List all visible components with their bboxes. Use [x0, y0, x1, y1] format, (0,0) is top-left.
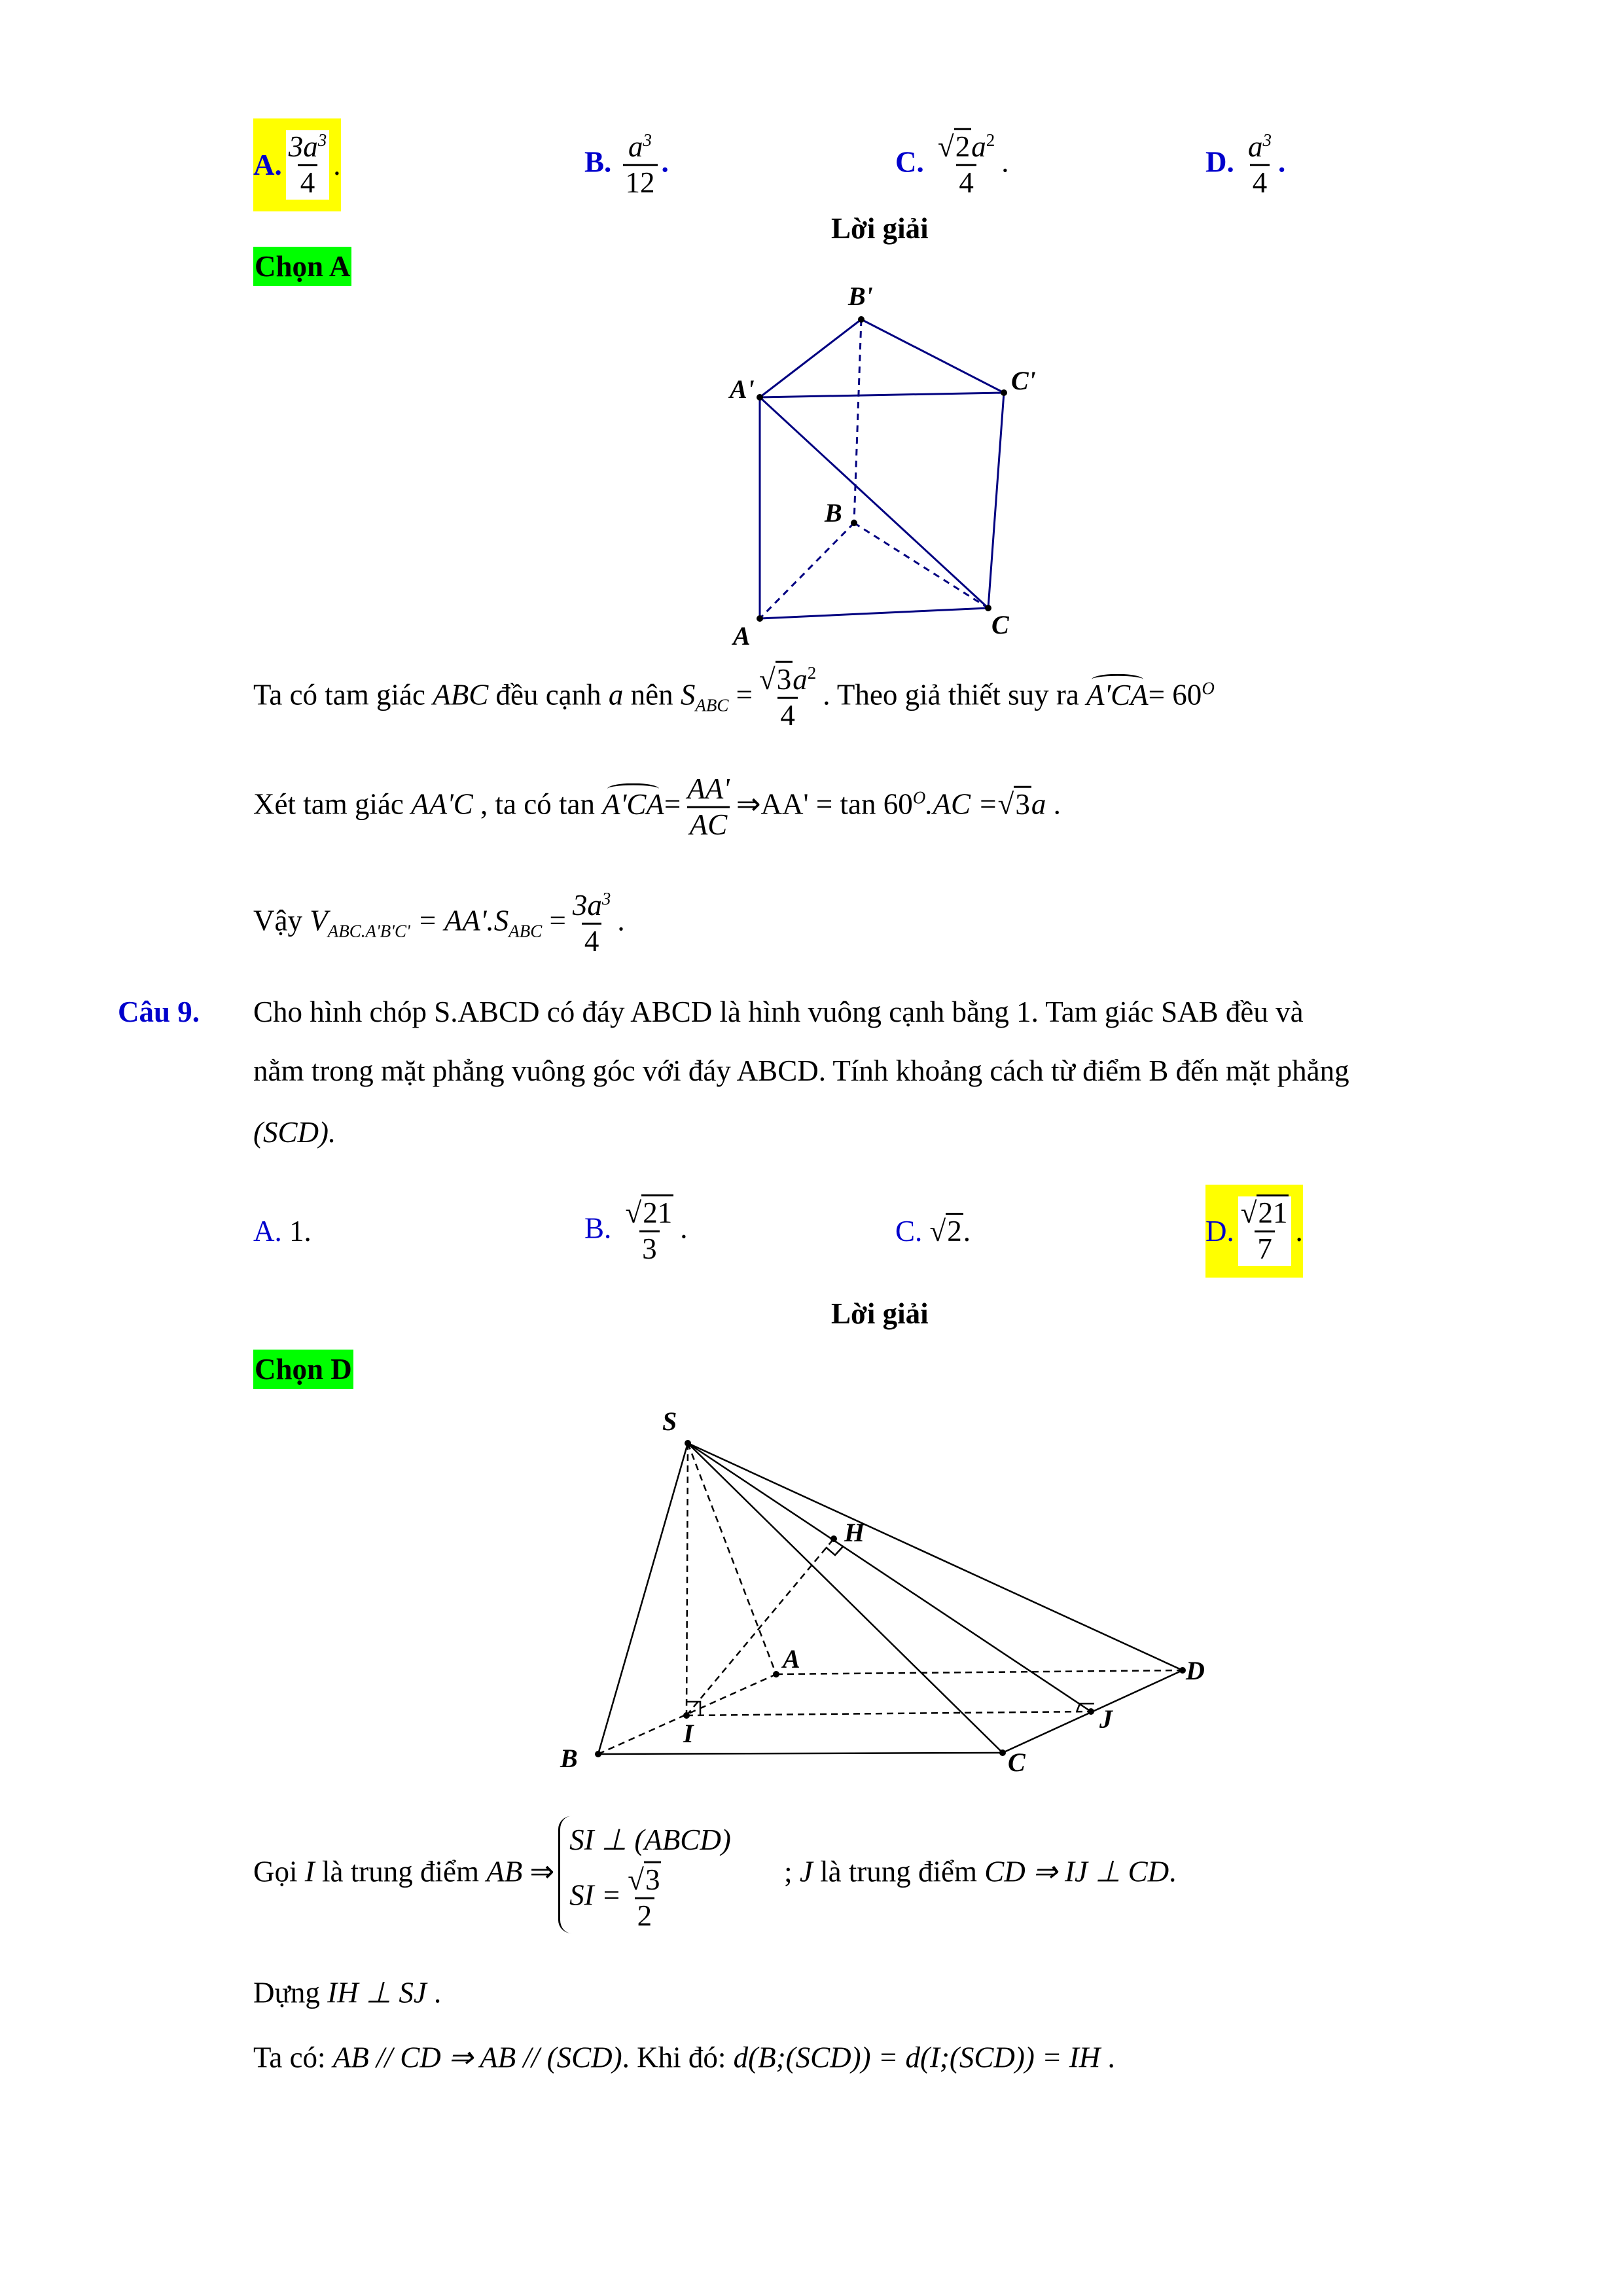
radicand: 3	[1014, 785, 1031, 820]
math: I	[304, 1855, 315, 1888]
denominator: 3	[639, 1230, 660, 1266]
point-label: S	[662, 1407, 677, 1436]
solution-title: Lời giải	[831, 1297, 929, 1330]
equation: SI ⊥ (ABCD)	[569, 1823, 731, 1856]
text: , ta có tan	[480, 787, 595, 821]
equals: =	[549, 904, 566, 937]
denominator: AC	[687, 806, 730, 842]
radicand: 3	[776, 661, 793, 696]
point-label: B'	[848, 281, 873, 311]
text: là trung điểm	[820, 1855, 978, 1888]
math: = AA'.S	[418, 904, 509, 937]
edge-ad	[776, 1670, 1183, 1674]
math: a	[608, 678, 624, 711]
edge-sc	[688, 1443, 1003, 1753]
segment-si	[687, 1443, 688, 1715]
period: .	[304, 1215, 312, 1247]
prism-figure	[0, 0, 1623, 687]
math: d(B;(SCD)) = d(I;(SCD)) = IH	[733, 2041, 1101, 2074]
exponent: 3	[643, 130, 652, 150]
option-label: C.	[895, 145, 924, 179]
text: Xét tam giác	[253, 787, 404, 821]
edge-bb1	[854, 319, 861, 523]
q9-option-d	[1205, 1185, 1303, 1278]
period: .	[1001, 145, 1009, 179]
point-label: C'	[1011, 366, 1036, 395]
math: ABC	[433, 678, 489, 711]
radicand: 2	[954, 128, 972, 163]
equation-system	[558, 1816, 731, 1933]
q9-option-b	[584, 1196, 687, 1266]
text: là trung điểm	[322, 1855, 479, 1888]
period: .	[1107, 2041, 1115, 2074]
numerator: a	[793, 662, 808, 696]
pyramid-figure	[0, 1407, 1623, 1800]
solution-line-2: Xét tam giác AA'C , ta có tan A'CA= $\frac{AA'}{AC}$ ⇒AA' = $\tan 60^O.AC =√3a$ .	[253, 772, 1061, 841]
edge-a1c1	[760, 393, 1004, 397]
numerator: AA'	[687, 772, 730, 805]
math: CD ⇒ IJ ⊥ CD	[984, 1855, 1169, 1888]
text: . Theo giả thiết suy ra	[823, 678, 1079, 711]
math: a	[1031, 787, 1046, 821]
angle: A'CA	[602, 787, 664, 821]
point-label: J	[1099, 1704, 1113, 1734]
text: Vậy	[253, 904, 302, 937]
period: .	[661, 145, 669, 179]
text: . Khi đó:	[622, 2041, 726, 2074]
q9-solution-line-1	[253, 1816, 1176, 1933]
fraction: $\frac{√3}{2}$	[625, 1863, 664, 1933]
period: .	[617, 904, 625, 937]
period: .	[680, 1211, 688, 1245]
math: AB	[486, 1855, 523, 1888]
edge-ac	[760, 608, 988, 619]
denominator: 12	[623, 164, 658, 200]
denominator: 4	[298, 164, 318, 200]
diagonal-a1c	[760, 397, 988, 608]
fraction: $\frac{√3a^2}{4}$	[757, 663, 819, 733]
solution-line-1	[253, 663, 1215, 733]
fraction: $\frac{√21}{3}$	[623, 1196, 677, 1266]
text: Ta có:	[253, 2041, 326, 2074]
fraction	[685, 772, 732, 842]
option-label: D.	[1205, 145, 1234, 179]
option-label: D.	[1205, 1215, 1234, 1247]
math: SI =	[569, 1878, 622, 1912]
exponent: 3	[1262, 130, 1272, 150]
radicand: 3	[644, 1861, 662, 1896]
angle: A'CA	[1086, 678, 1149, 711]
numerator: 3a	[572, 888, 602, 922]
text: Gọi	[253, 1855, 298, 1888]
fraction: $\frac{√21}{7}$	[1238, 1196, 1292, 1266]
text: ;	[784, 1855, 793, 1888]
radicand: 2	[946, 1213, 963, 1247]
point-label: C	[1008, 1748, 1026, 1777]
exponent: 2	[986, 130, 995, 150]
denominator: 2	[635, 1897, 655, 1933]
solution-line-3	[253, 889, 625, 959]
point-label: B	[560, 1744, 578, 1773]
answer-badge: Chọn D	[253, 1350, 353, 1389]
right-angle-mark	[826, 1547, 843, 1555]
numerator: a	[971, 130, 986, 163]
numerator: a	[628, 130, 643, 163]
option-label: B.	[584, 1211, 612, 1245]
radicand: 21	[1257, 1194, 1289, 1229]
numerator: 3a	[288, 130, 318, 163]
option-label: B.	[584, 145, 612, 179]
q9-solution-line-2	[253, 1975, 441, 2010]
segment-ih	[687, 1539, 834, 1715]
math: S	[680, 678, 696, 711]
period: .	[333, 149, 341, 181]
math: IH ⊥ SJ	[327, 1976, 427, 2009]
text: Ta có tam giác	[253, 678, 425, 711]
math: J	[799, 1855, 813, 1888]
denominator: 4	[956, 164, 976, 200]
equals: =	[736, 678, 753, 711]
degree: O	[912, 787, 926, 808]
subscript: ABC	[508, 921, 543, 941]
answer-badge: Chọn A	[253, 247, 351, 286]
math: AB // CD ⇒ AB // (SCD)	[332, 2041, 622, 2074]
period: .	[434, 1976, 442, 2009]
fraction	[570, 889, 614, 959]
math: = 60	[1148, 678, 1202, 711]
edge-bc	[854, 523, 988, 608]
option-label: A.	[253, 1215, 282, 1247]
question-text-line-2: nằm trong mặt phẳng vuông góc với đáy ABCD. Tính khoảng cách từ điểm B đến mặt phẳng	[253, 1054, 1349, 1087]
point-label: A	[733, 621, 751, 651]
exponent: 3	[317, 130, 327, 150]
implies: ⇒	[529, 1855, 555, 1888]
exponent: 3	[601, 888, 611, 908]
period: .	[1053, 787, 1061, 821]
edge-sb	[598, 1443, 688, 1754]
period: .	[963, 1215, 971, 1247]
option-label: A.	[253, 149, 282, 181]
numerator: a	[1248, 130, 1263, 163]
point-label: B	[825, 498, 842, 528]
denominator: 7	[1255, 1230, 1275, 1266]
q9-option-c: C. √2.	[895, 1214, 971, 1248]
edge-ab	[760, 523, 854, 619]
question-number: Câu 9.	[118, 996, 200, 1028]
point-label: C	[991, 610, 1009, 639]
radicand: 21	[641, 1194, 673, 1229]
point-label: I	[683, 1719, 694, 1748]
subscript: ABC	[695, 695, 729, 715]
point-label: H	[844, 1518, 865, 1547]
text: Dựng	[253, 1976, 320, 2009]
fraction: $\frac{√2a^2}{4}$	[935, 130, 997, 200]
q9-solution-line-3	[253, 2040, 1115, 2075]
question-text-line-1: Cho hình chóp S.ABCD có đáy ABCD là hình vuông cạnh bằng 1. Tam giác SAB đều và	[253, 996, 1304, 1028]
denominator: 4	[582, 923, 602, 959]
edge-a1b1	[760, 319, 861, 397]
math: ⇒AA' = tan 60	[736, 787, 913, 821]
period: .	[1169, 1855, 1177, 1888]
solution-title: Lời giải	[831, 212, 929, 245]
edge-bc	[598, 1753, 1003, 1754]
period: .	[1295, 1215, 1303, 1247]
math: .AC =	[925, 787, 998, 821]
exponent: 2	[807, 662, 817, 683]
q9-option-a	[253, 1214, 312, 1248]
text: nên	[630, 678, 673, 711]
option-value: 1	[289, 1215, 304, 1247]
segment-sj	[688, 1443, 1091, 1712]
text: đều cạnh	[495, 678, 601, 711]
denominator: 4	[1250, 164, 1270, 200]
denominator: 4	[777, 697, 798, 733]
option-label: C.	[895, 1215, 923, 1247]
edge-cc1	[988, 393, 1004, 608]
edge-b1c1	[861, 319, 1004, 393]
point-label: D	[1186, 1656, 1205, 1685]
degree: O	[1202, 678, 1215, 698]
point-label: A	[783, 1644, 800, 1674]
question-text-line-3: (SCD).	[253, 1116, 336, 1149]
point-label: A'	[730, 374, 755, 404]
segment-ij	[687, 1712, 1091, 1715]
period: .	[1278, 145, 1286, 179]
subscript: ABC.A'B'C'	[327, 921, 410, 941]
equals: =	[664, 787, 681, 821]
math: V	[310, 904, 328, 937]
equation	[569, 1863, 731, 1933]
math: AA'C	[411, 787, 473, 821]
